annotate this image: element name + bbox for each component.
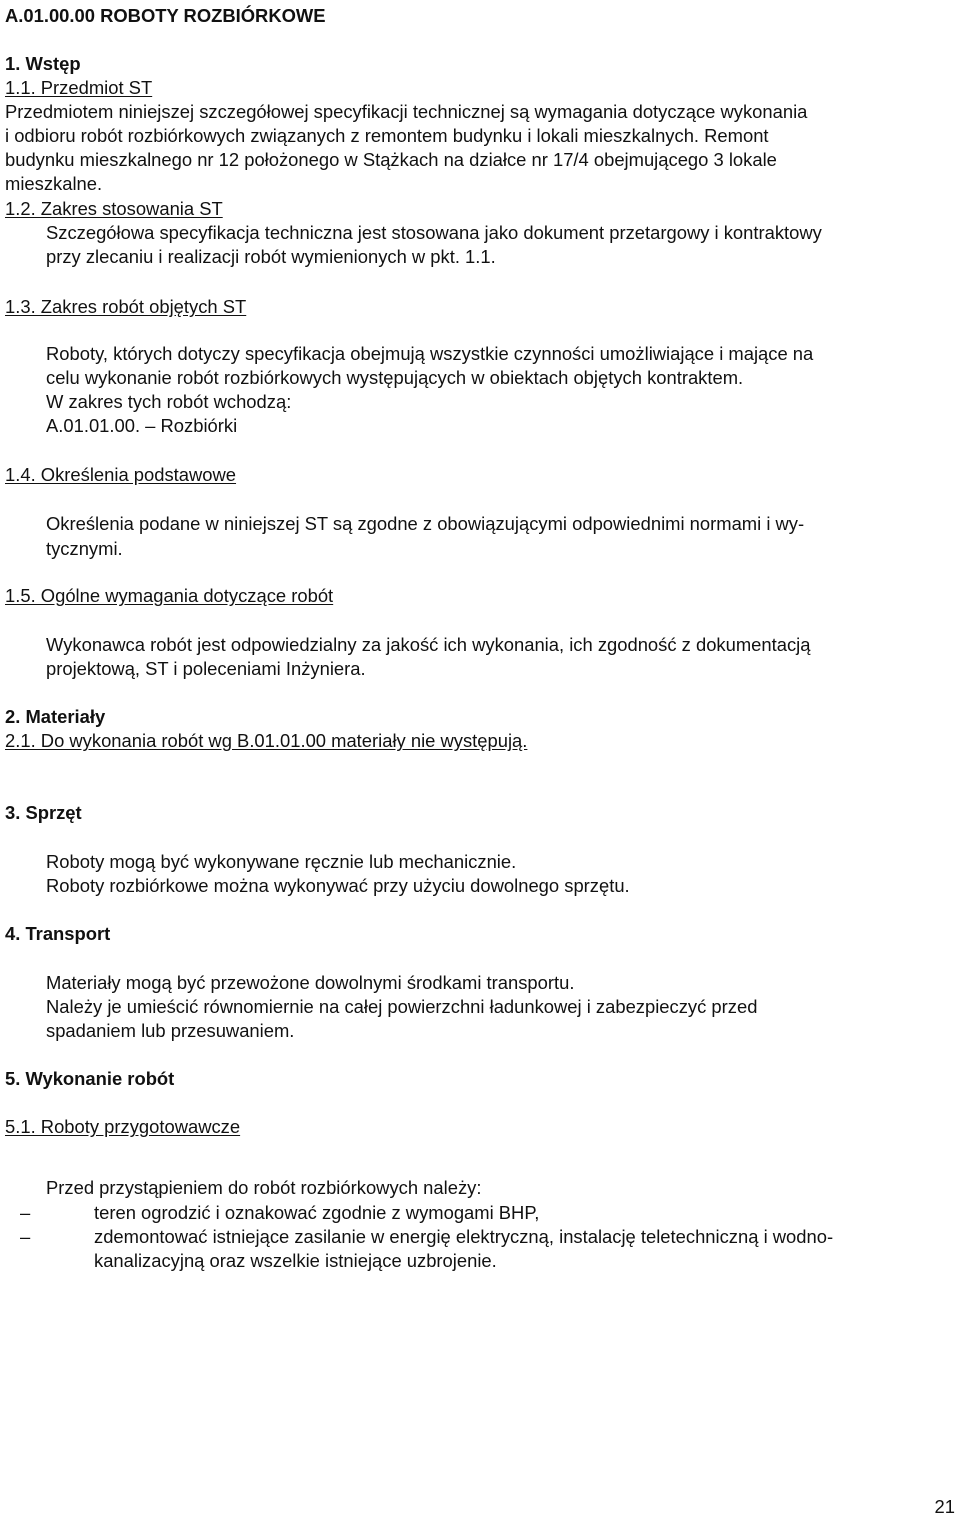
paragraph-line: W zakres tych robót wchodzą: — [46, 391, 292, 412]
paragraph-line: Roboty rozbiórkowe można wykonywać przy użyciu dowolnego sprzętu. — [46, 875, 630, 896]
heading-4: 4. Transport — [5, 923, 111, 944]
paragraph-line: projektową, ST i poleceniami Inżyniera. — [46, 658, 366, 679]
list-bullet: – — [20, 1226, 31, 1247]
list-bullet: – — [20, 1202, 31, 1223]
heading-2: 2. Materiały — [5, 706, 106, 727]
list-item: teren ogrodzić i oznakować zgodnie z wymogami BHP, — [94, 1202, 540, 1223]
heading-1-1: 1.1. Przedmiot ST — [5, 77, 153, 98]
heading-2-1: 2.1. Do wykonania robót wg B.01.01.00 materiały nie występują. — [5, 730, 528, 751]
paragraph-line: spadaniem lub przesuwaniem. — [46, 1020, 295, 1041]
paragraph-line: mieszkalne. — [5, 173, 103, 194]
heading-1-4: 1.4. Określenia podstawowe — [5, 464, 237, 485]
paragraph-line: Szczegółowa specyfikacja techniczna jest stosowana jako dokument przetargowy i kontraktowy — [46, 222, 822, 243]
list-item: zdemontować istniejące zasilanie w energię elektryczną, instalację teletechniczną i wodno- — [94, 1226, 834, 1247]
heading-5: 5. Wykonanie robót — [5, 1068, 175, 1089]
paragraph-line: Należy je umieścić równomiernie na całej powierzchni ładunkowej i zabezpieczyć przed — [46, 996, 758, 1017]
paragraph-line: Przed przystąpieniem do robót rozbiórkowych należy: — [46, 1177, 482, 1198]
paragraph-line: Materiały mogą być przewożone dowolnymi środkami transportu. — [46, 972, 575, 993]
paragraph-line: A.01.01.00. – Rozbiórki — [46, 415, 238, 436]
paragraph-line: Wykonawca robót jest odpowiedzialny za jakość ich wykonania, ich zgodność z dokumentacją — [46, 634, 811, 655]
heading-1-5: 1.5. Ogólne wymagania dotyczące robót — [5, 585, 334, 606]
paragraph-line: Określenia podane w niniejszej ST są zgodne z obowiązującymi odpowiednimi normami i wy- — [46, 513, 805, 534]
paragraph-line: Przedmiotem niniejszej szczegółowej specyfikacji technicznej są wymagania dotyczące wykonania — [5, 101, 808, 122]
heading-1: 1. Wstęp — [5, 53, 81, 74]
paragraph-line: Roboty, których dotyczy specyfikacja obejmują wszystkie czynności umożliwiające i mające na — [46, 343, 814, 364]
heading-5-1: 5.1. Roboty przygotowawcze — [5, 1116, 241, 1137]
heading-1-2: 1.2. Zakres stosowania ST — [5, 198, 223, 219]
list-item: kanalizacyjną oraz wszelkie istniejące uzbrojenie. — [94, 1250, 497, 1271]
paragraph-line: Roboty mogą być wykonywane ręcznie lub mechanicznie. — [46, 851, 517, 872]
paragraph-line: celu wykonanie robót rozbiórkowych występujących w obiektach objętych kontraktem. — [46, 367, 744, 388]
paragraph-line: przy zlecaniu i realizacji robót wymienionych w pkt. 1.1. — [46, 246, 496, 267]
paragraph-line: budynku mieszkalnego nr 12 położonego w Stążkach na działce nr 17/4 obejmującego 3 lokale — [5, 149, 777, 170]
heading-3: 3. Sprzęt — [5, 802, 82, 823]
page-number: 21 — [934, 1496, 955, 1517]
paragraph-line: i odbioru robót rozbiórkowych związanych z remontem budynku i lokali mieszkalnych. Remont — [5, 125, 769, 146]
heading-1-3: 1.3. Zakres robót objętych ST — [5, 296, 247, 317]
document-title: A.01.00.00 ROBOTY ROZBIÓRKOWE — [5, 5, 326, 26]
paragraph-line: tycznymi. — [46, 538, 123, 559]
